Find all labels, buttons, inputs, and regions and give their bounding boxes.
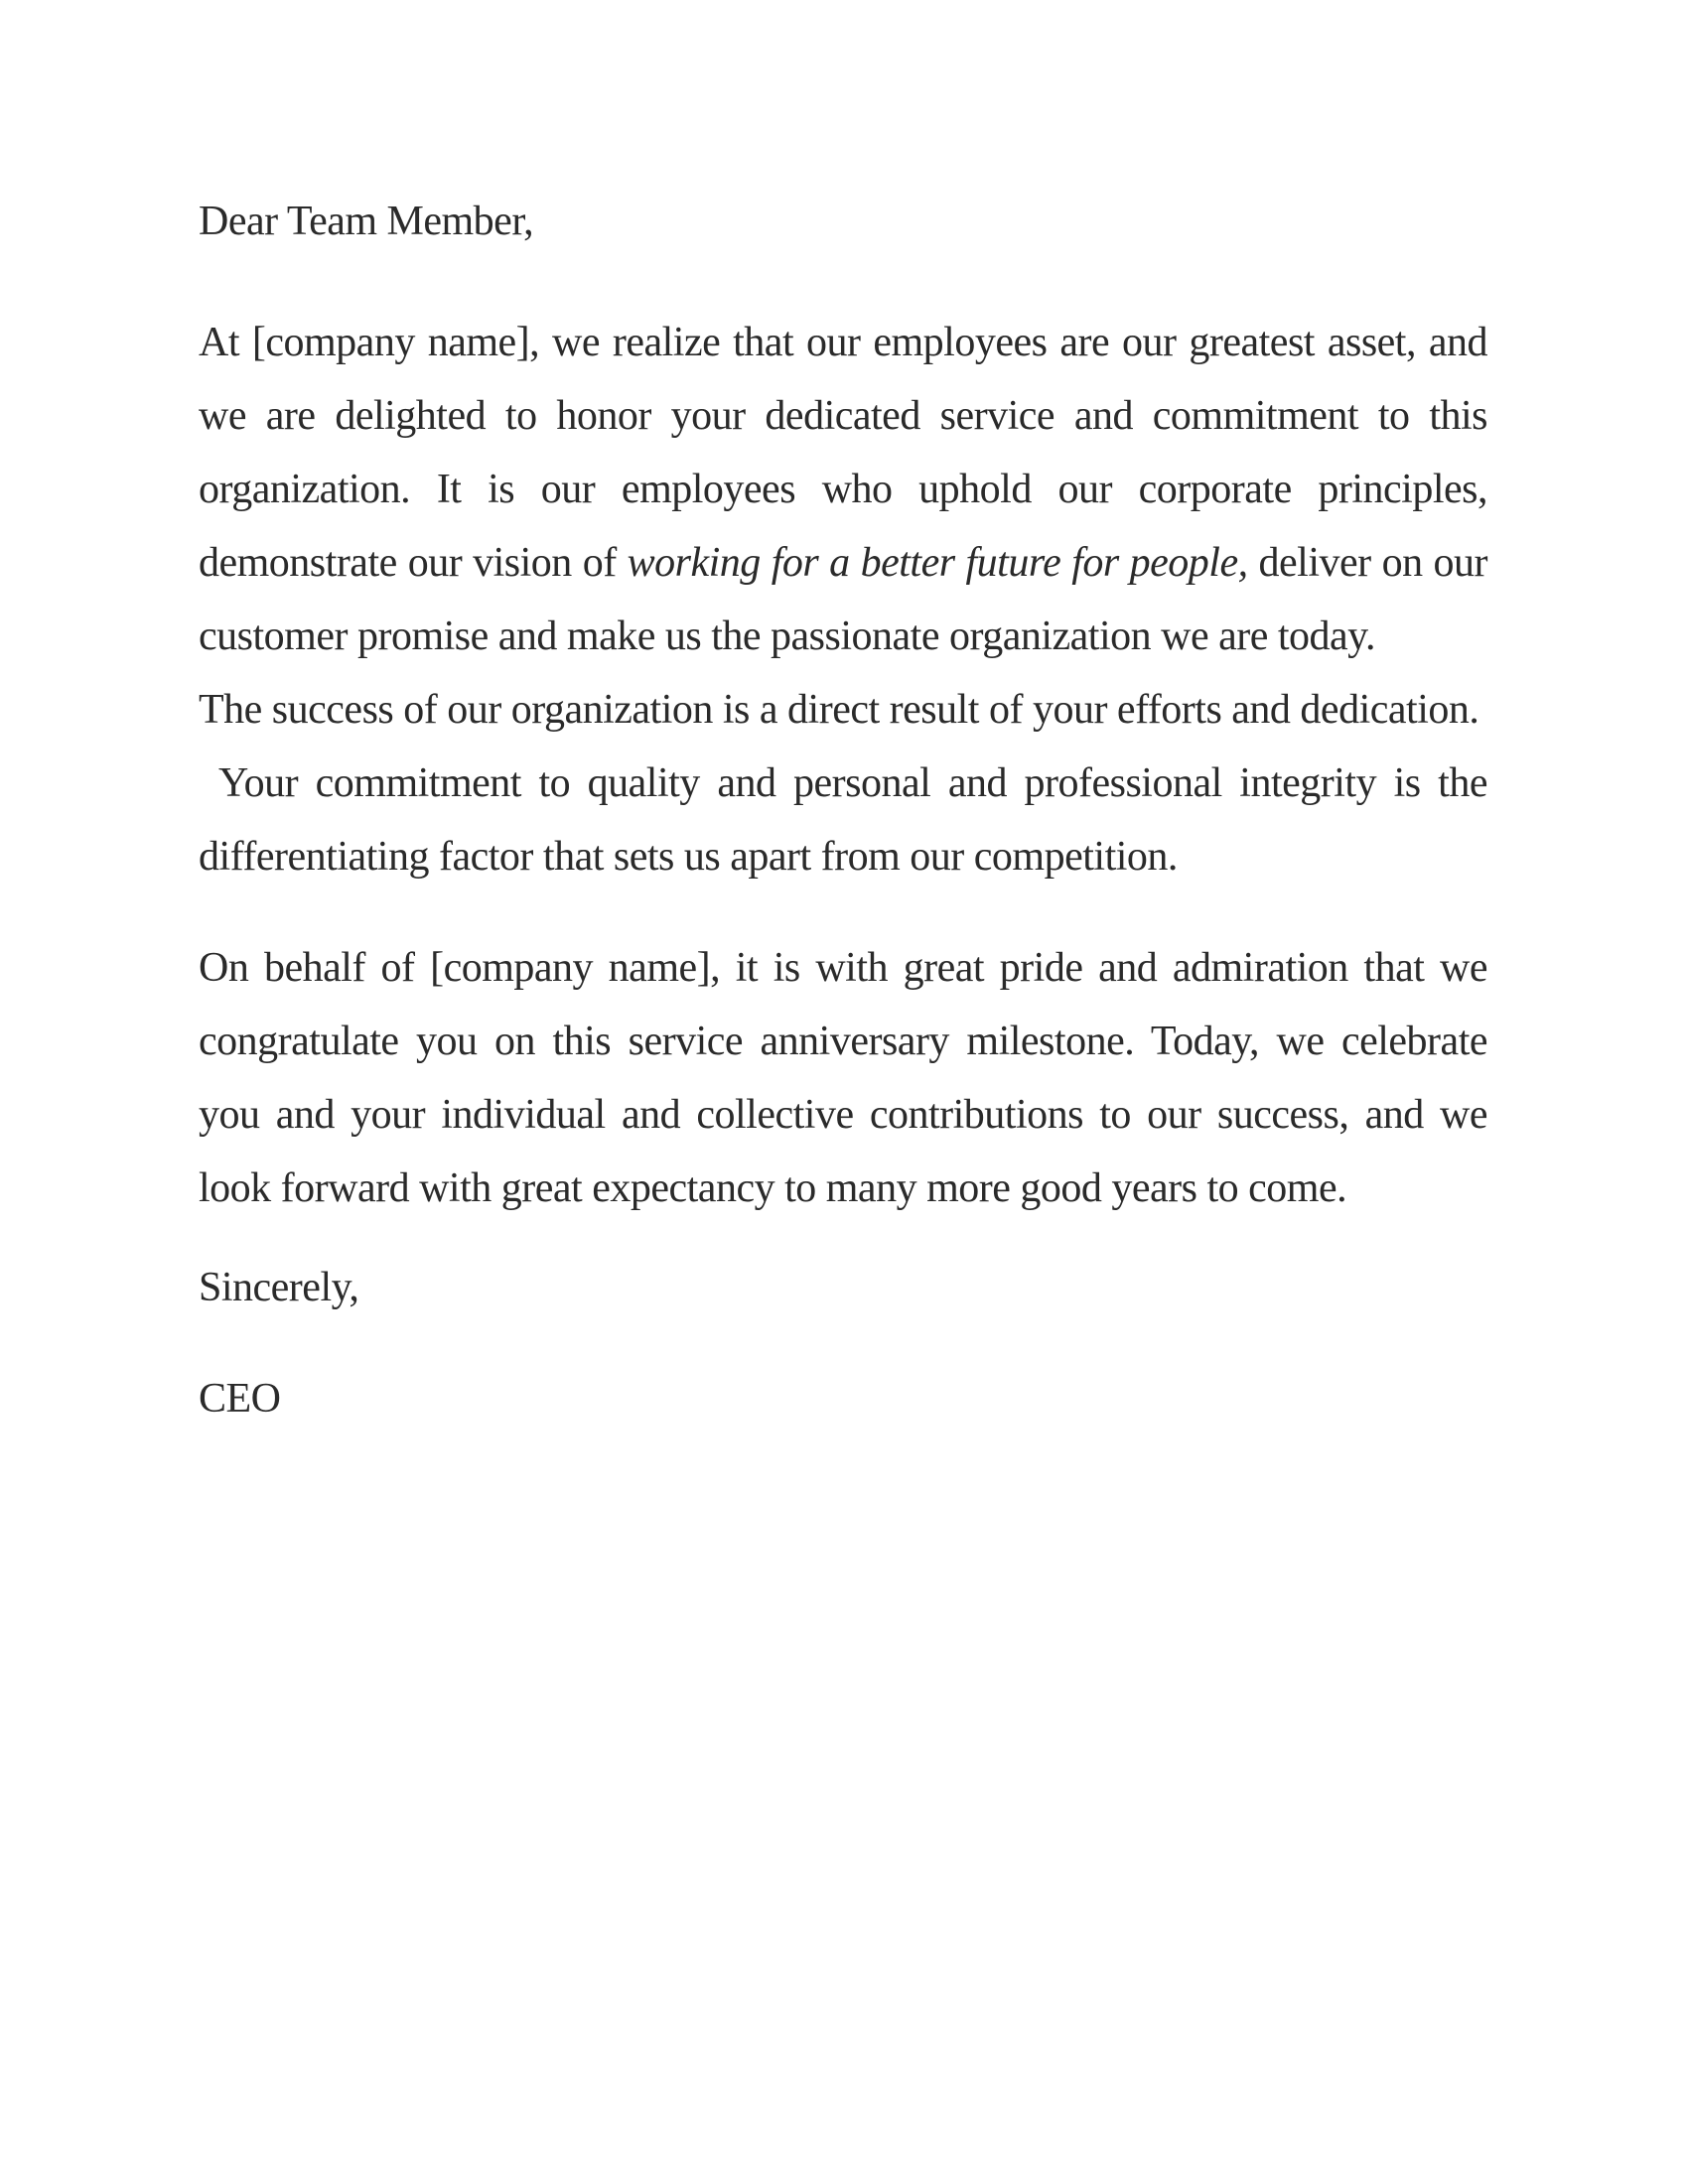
paragraph-success: The success of our organization is a direct result of your efforts and dedication. bbox=[199, 687, 1479, 733]
salutation: Dear Team Member, bbox=[199, 199, 534, 244]
signature: CEO bbox=[199, 1376, 281, 1422]
paragraph-appreciation-end: deliver on our customer promise and make us the passionate organization we are today. bbox=[199, 540, 1487, 659]
paragraph-appreciation bbox=[199, 306, 1487, 673]
paragraph-appreciation-start: At [company name], we realize that our employees are our greatest asset, and we are delighted to honor your dedicated service and commitment to this organization. It is our employees who uphold our corporate principles, demonstrate our vision of bbox=[199, 320, 1487, 586]
vision-statement: working for a better future for people, bbox=[627, 540, 1248, 586]
paragraph-commitment: Your commitment to quality and personal and professional integrity is the differentiating factor that sets us apart from our competition. bbox=[199, 760, 1487, 880]
closing: Sincerely, bbox=[199, 1265, 359, 1310]
paragraph-congratulations: On behalf of [company name], it is with great pride and admiration that we congratulate you on this service anniversary milestone. Today, we celebrate you and your individual and collective contributions to our success, and we look forward with great expectancy to many more good years to come. bbox=[199, 945, 1487, 1211]
letter-body bbox=[199, 197, 1487, 1424]
